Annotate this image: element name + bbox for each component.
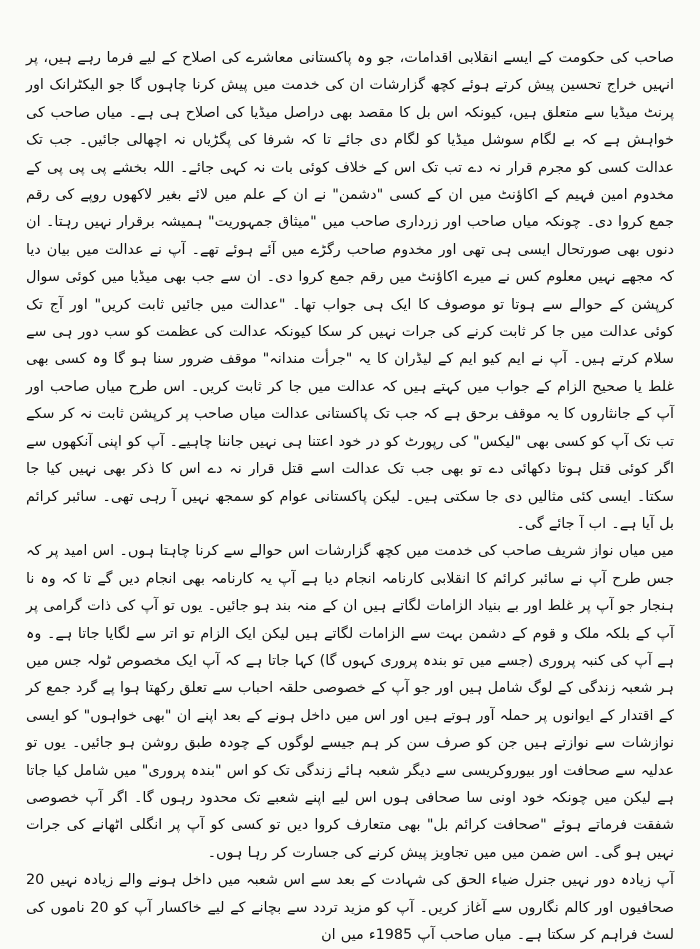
paragraph-3: آپ زیادہ دور نہیں جنرل ضیاء الحق کی شہادت کے بعد سے اس شعبہ میں داخل ہونے والے زیادہ نہیں 20 صحافیوں اور کالم نگاروں سے آغاز کریں۔ آپ کو مزید تردد سے بچانے کے لیے خاکسار آپ کو 20 ناموں کی لسٹ فراہم کر سکتا ہے۔ میاں صاحب آپ 1985ء میں ان — [26, 872, 674, 943]
document-body — [26, 45, 674, 949]
paragraph-1: صاحب کی حکومت کے ایسے انقلابی اقدامات، جو وہ پاکستانی معاشرے کی اصلاح کے لیے فرما رہے ہیں، پر انہیں خراج تحسین پیش کرتے ہوئے کچھ گزارشات ان کی خدمت میں پیش کرنا چاہوں گا جو الیکٹرانک اور پرنٹ میڈیا سے متعلق ہیں، کیونکہ اس بل کا مقصد بھی دراصل میڈیا کی اصلاح ہی ہے۔ میاں صاحب کی خواہش ہے کہ بے لگام سوشل میڈیا کو لگام دی جائے تا کہ شرفا کی پگڑیاں نہ اچھالی جائیں۔ جب تک عدالت کسی کو مجرم قرار نہ دے تب تک اس کے خلاف کوئی بات نہ کہی جائے۔ اللہ بخشے پی پی پی کے مخدوم امین فہیم کے اکاؤنٹ میں ان کے کسی "دشمن" نے ان کے علم میں لائے بغیر لاکھوں روپے کی رقم جمع کروا دی۔ چونکہ میاں صاحب اور زرداری صاحب میں "میثاق جمہوریت" ہمیشہ برقرار نہیں رہتا۔ ان دنوں بھی صورتحال ایسی ہی تھی اور مخدوم صاحب رگڑے میں آئے ہوئے تھے۔ آپ نے عدالت میں بیان دیا کہ مجھے نہیں معلوم کس نے میرے اکاؤنٹ میں رقم جمع کروا دی۔ ان سے جب بھی میڈیا میں کوئی سوال کرپشن کے حوالے سے ہوتا تو موصوف کا ایک ہی جواب تھا۔ "عدالت میں جائیں ثابت کریں" اور آج تک کوئی عدالت میں جا کر ثابت کرنے کی جرات نہیں کر سکا کیونکہ عدالت کی عظمت کو سب دور ہی سے سلام کرتے ہیں۔ آپ نے ایم کیو ایم کے لیڈران کا یہ "جرأت مندانہ" موقف ضرور سنا ہو گا وہ کسی بھی غلط یا صحیح الزام کے جواب میں کہتے ہیں کہ عدالت میں جا کر ثابت کریں۔ اس طرح میاں صاحب اور آپ کے جانثاروں کا یہ موقف برحق ہے کہ جب تک پاکستانی عدالت میاں صاحب پر کرپشن ثابت نہ کر سکے تب تک آپ کو کسی بھی "لیکس" کی رپورٹ کو در خود اعتنا ہی نہیں جاننا چاہیے۔ آپ کو اپنی آنکھوں سے اگر کوئی قتل ہوتا دکھائی دے تو بھی جب تک عدالت اسے قتل قرار نہ دے اس کا ذکر بھی نہیں کیا جا سکتا۔ ایسی کئی مثالیں دی جا سکتی ہیں۔ لیکن پاکستانی عوام کو سمجھ نہیں آ رہی تھی۔ سائبر کرائم بل آیا ہے۔ اب آ جائے گی۔ — [26, 50, 674, 532]
paragraph-2: میں میاں نواز شریف صاحب کی خدمت میں کچھ گزارشات اس حوالے سے کرنا چاہتا ہوں۔ اس امید پر کہ جس طرح آپ نے سائبر کرائم کا انقلابی کارنامہ انجام دیا ہے آپ یہ کارنامہ بھی انجام دیں گے تا کہ وہ نا ہنجار جو آپ پر غلط اور بے بنیاد الزامات لگاتے ہیں ان کے منہ بند ہو جائیں۔ یوں تو آپ کی ذات گرامی پر آپ کے بلکہ ملک و قوم کے دشمن بہت سے الزامات لگاتے ہیں لیکن ایک الزام تو اتر سے لگایا جاتا ہے۔ وہ ہے آپ کی کنبہ پروری (جسے میں تو بندہ پروری کہوں گا) کہا جاتا ہے کہ آپ ایک مخصوص ٹولہ جس میں ہر شعبہ زندگی کے لوگ شامل ہیں اور جو آپ کے خصوصی حلقہ احباب سے تعلق رکھتا ہوا پے گرد جمع کر کے اقتدار کے ایوانوں پر حملہ آور ہوتے ہیں اور اس میں داخل ہونے کے بعد اپنے ان "بھی خواہوں" کو ایسی نوازشات سے نوازتے ہیں جن کو صرف سن کر ہم جیسے لوگوں کے چودہ طبق روشن ہو جائیں۔ یوں تو عدلیہ سے صحافت اور بیوروکریسی سے دیگر شعبہ ہائے زندگی تک کو اس "بندہ پروری" میں شامل کیا جاتا ہے لیکن میں چونکہ خود اونی سا صحافی ہوں اس لیے اپنے شعبے تک محدود رہوں گا۔ اگر آپ خصوصی شفقت فرماتے ہوئے "صحافت کرائم بل" بھی متعارف کروا دیں تو کسی کو آپ پر انگلی اٹھانے کی جرات نہیں ہو گی۔ اس ضمن میں میں تجاویز پیش کرنے کی جسارت کر رہا ہوں۔ — [26, 543, 674, 861]
